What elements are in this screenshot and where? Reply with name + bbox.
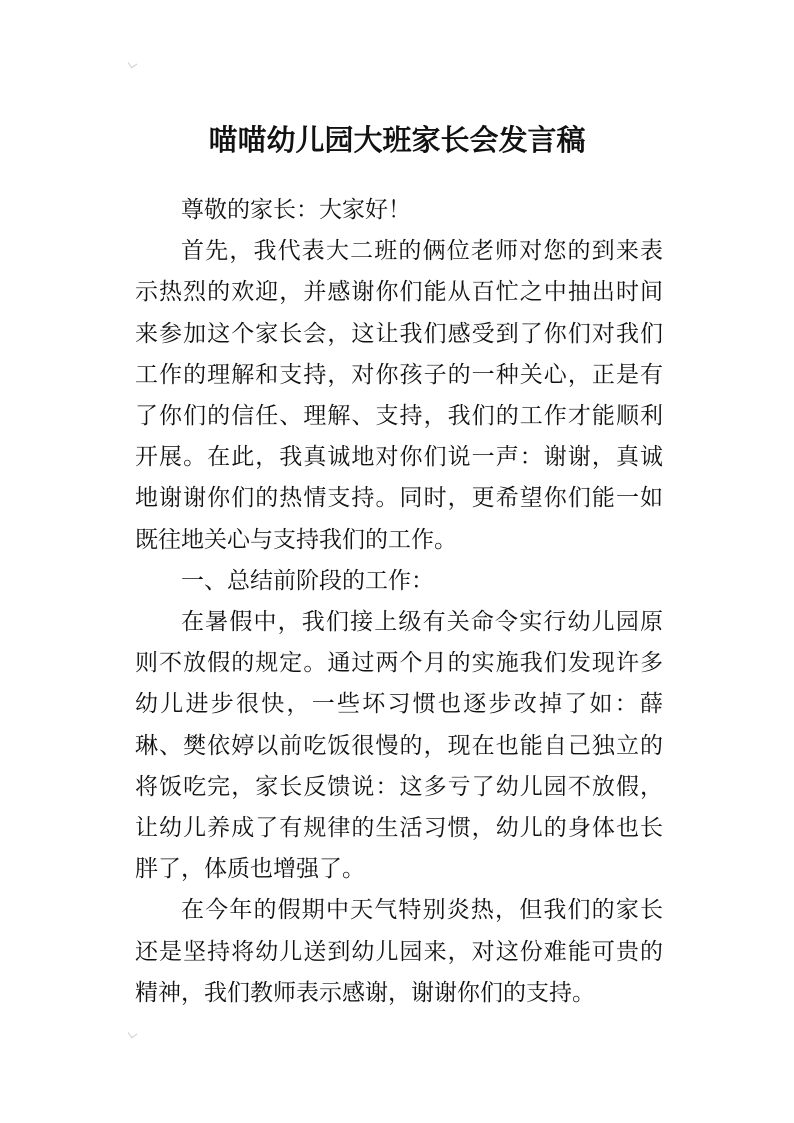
greeting-paragraph: 尊敬的家长：大家好！ (181, 197, 411, 223)
summer-paragraph: 在暑假中，我们接上级有关命令实行幼儿园原则不放假的规定。通过两个月的实施我们发现许多幼儿进步很快，一些坏习惯也逐步改掉了如：薛琳、樊依婷以前吃饭很慢的，现在也能自己独立的将饭吃完，家长反馈说：这多亏了幼儿园不放假，让幼儿养成了有规律的生活习惯，幼儿的身体也长胖了，体质也增强了。 (135, 609, 663, 883)
document-body (135, 190, 663, 1014)
page-title: 喵喵幼儿园大班家长会发言稿 (208, 123, 586, 158)
corner-mark-icon (128, 1029, 138, 1039)
intro-paragraph: 首先，我代表大二班的俩位老师对您的到来表示热烈的欢迎，并感谢你们能从百忙之中抽出时间来参加这个家长会，这让我们感受到了你们对我们工作的理解和支持，对你孩子的一种关心，正是有了你们的信任、理解、支持，我们的工作才能顺利开展。在此，我真诚地对你们说一声：谢谢，真诚地谢谢你们的热情支持。同时，更希望你们能一如既往地关心与支持我们的工作。 (135, 238, 663, 553)
thanks-paragraph: 在今年的假期中天气特别炎热，但我们的家长还是坚持将幼儿送到幼儿园来，对这份难能可贵的精神，我们教师表示感谢，谢谢你们的支持。 (135, 897, 663, 1006)
corner-mark-icon (128, 59, 138, 69)
section-heading: 一、总结前阶段的工作： (181, 567, 434, 594)
